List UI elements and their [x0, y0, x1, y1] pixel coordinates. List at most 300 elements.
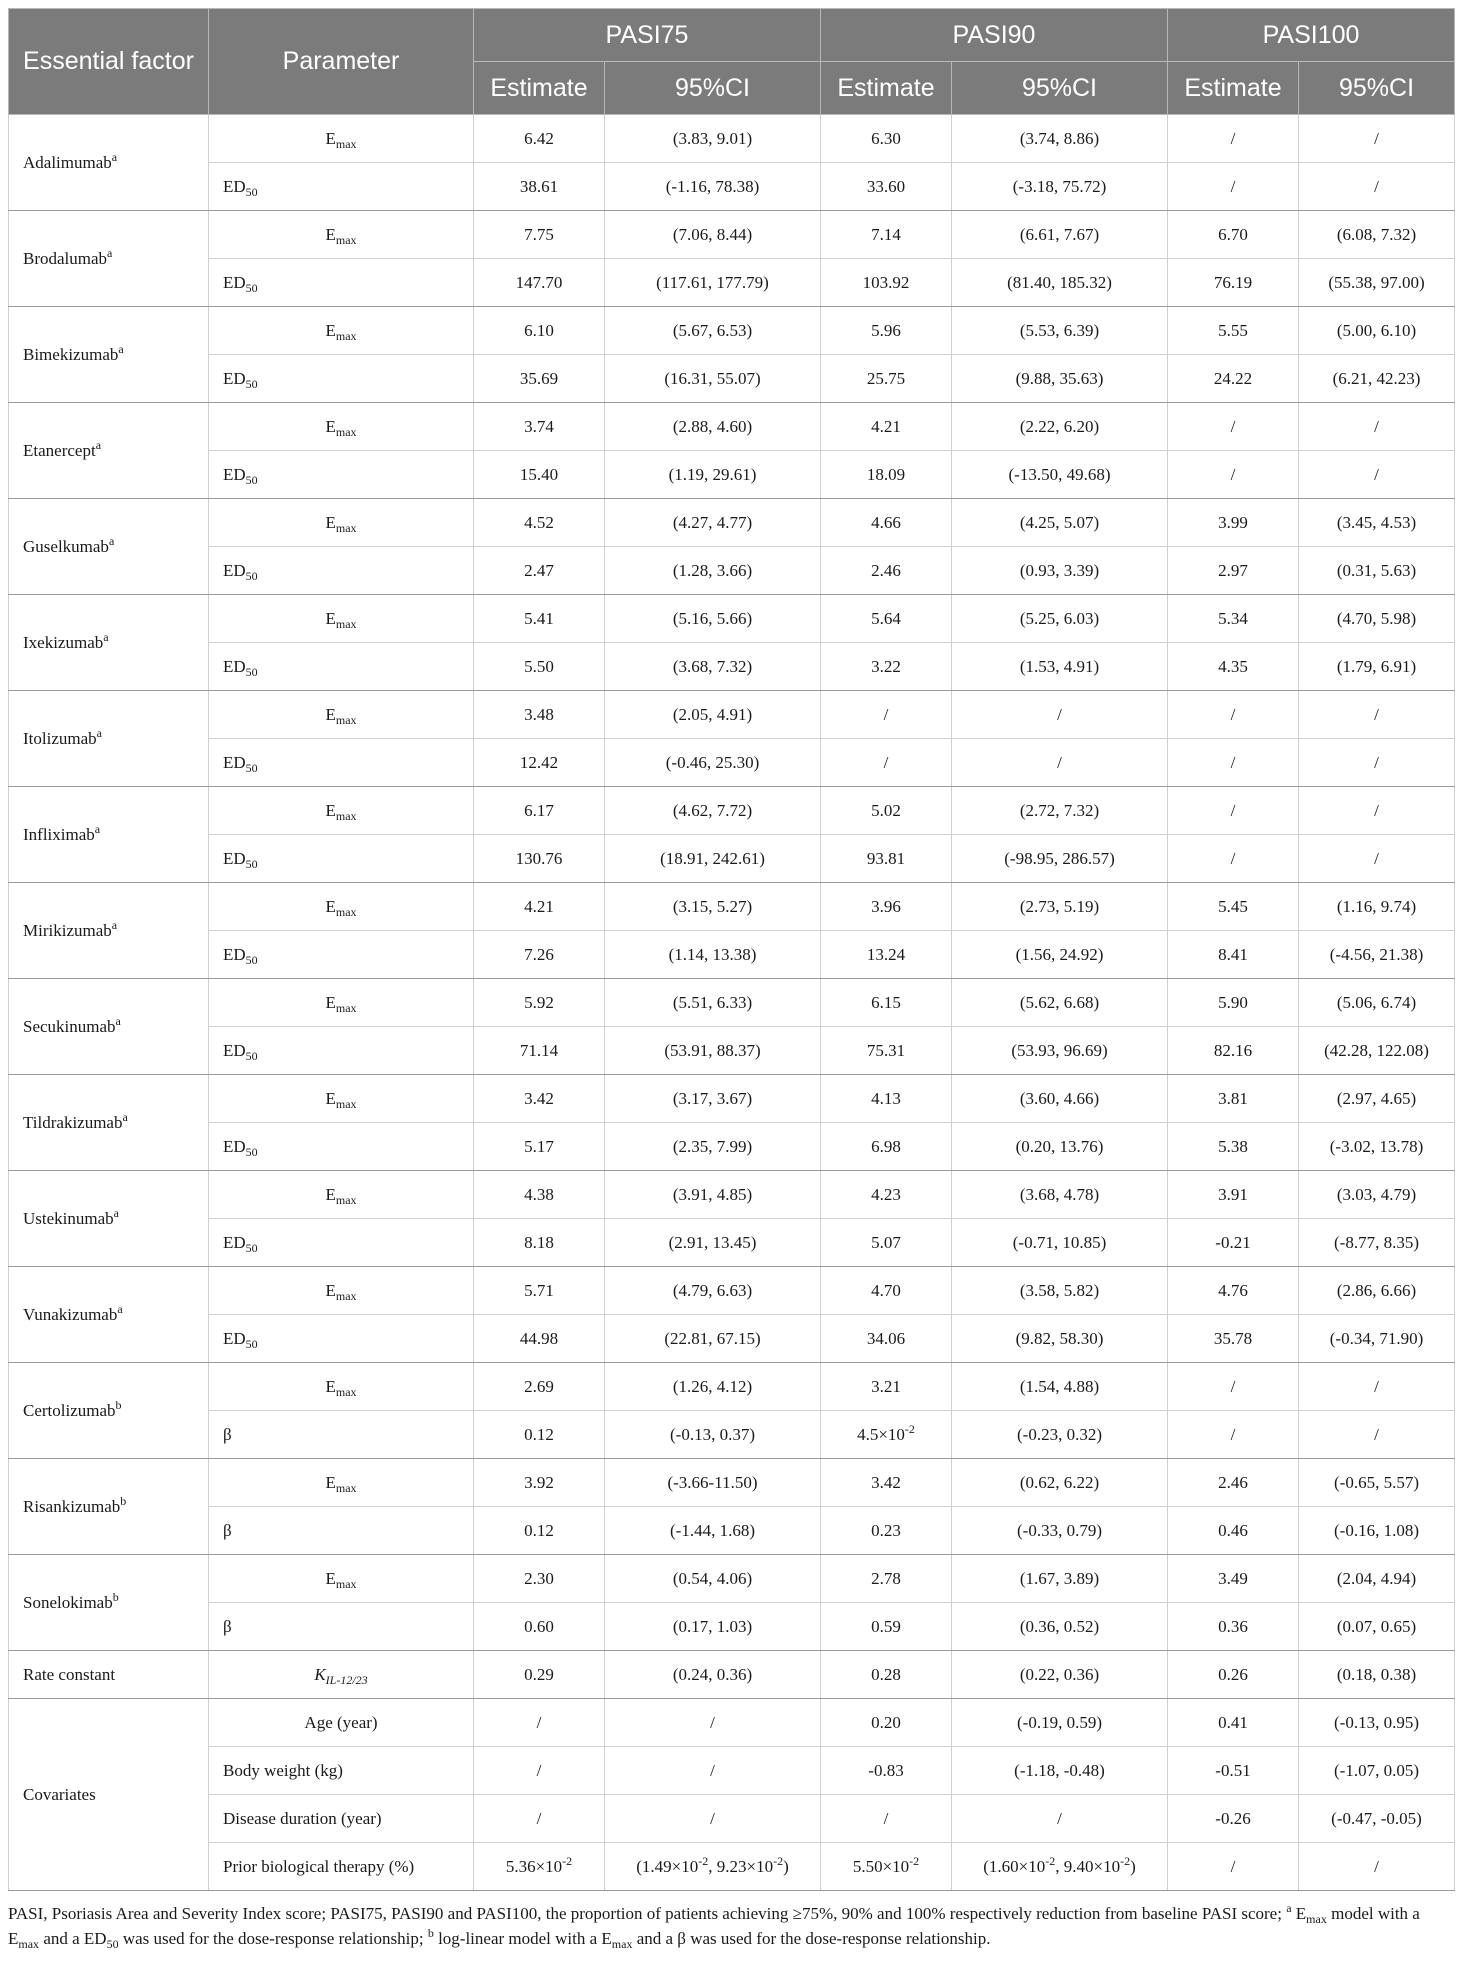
value-cell: (3.17, 3.67) — [605, 1075, 821, 1123]
value-cell: -0.51 — [1168, 1747, 1299, 1795]
value-cell: / — [1168, 787, 1299, 835]
value-cell: (2.73, 5.19) — [952, 883, 1168, 931]
parameter-cell: $E_{max}$ — [209, 1075, 474, 1123]
value-cell: (4.70, 5.98) — [1299, 595, 1455, 643]
value-cell: (0.18, 0.38) — [1299, 1651, 1455, 1699]
value-cell: 147.70 — [474, 259, 605, 307]
value-cell: 76.19 — [1168, 259, 1299, 307]
value-cell: (0.24, 0.36) — [605, 1651, 821, 1699]
value-cell: / — [1299, 1363, 1455, 1411]
value-cell: (-3.18, 75.72) — [952, 163, 1168, 211]
parameter-cell: $E_{max}$ — [209, 307, 474, 355]
value-cell: (42.28, 122.08) — [1299, 1027, 1455, 1075]
value-cell: / — [821, 739, 952, 787]
table-row — [9, 499, 1455, 547]
table-row — [9, 1507, 1455, 1555]
table-row — [9, 1411, 1455, 1459]
value-cell: 5.02 — [821, 787, 952, 835]
table-row — [9, 163, 1455, 211]
value-cell: 5.41 — [474, 595, 605, 643]
table-row — [9, 595, 1455, 643]
parameter-cell: $E_{max}$ — [209, 787, 474, 835]
value-cell: (3.15, 5.27) — [605, 883, 821, 931]
parameter-cell: $ED_{50}$ — [209, 259, 474, 307]
parameter-cell: $ED_{50}$ — [209, 451, 474, 499]
parameter-cell: Disease duration (year) — [209, 1795, 474, 1843]
value-cell: (117.61, 177.79) — [605, 259, 821, 307]
value-cell: (22.81, 67.15) — [605, 1315, 821, 1363]
header-estimate: Estimate — [821, 62, 952, 115]
value-cell: 75.31 — [821, 1027, 952, 1075]
table-row — [9, 115, 1455, 163]
parameter-cell: β — [209, 1507, 474, 1555]
value-cell: 3.96 — [821, 883, 952, 931]
value-cell: (2.86, 6.66) — [1299, 1267, 1455, 1315]
value-cell: 6.15 — [821, 979, 952, 1027]
table-row — [9, 451, 1455, 499]
parameter-cell: $E_{max}$ — [209, 1171, 474, 1219]
table-row — [9, 1843, 1455, 1891]
value-cell: 3.49 — [1168, 1555, 1299, 1603]
value-cell: / — [1299, 835, 1455, 883]
value-cell: 5.90 — [1168, 979, 1299, 1027]
table-row — [9, 1123, 1455, 1171]
value-cell: 4.23 — [821, 1171, 952, 1219]
value-cell: (-3.02, 13.78) — [1299, 1123, 1455, 1171]
essential-factor-cell: Mirikizumab$^a$ — [9, 883, 209, 979]
value-cell: (-0.47, -0.05) — [1299, 1795, 1455, 1843]
value-cell: (2.05, 4.91) — [605, 691, 821, 739]
value-cell: (5.67, 6.53) — [605, 307, 821, 355]
parameter-cell: $ED_{50}$ — [209, 1219, 474, 1267]
value-cell: 0.28 — [821, 1651, 952, 1699]
value-cell: (53.91, 88.37) — [605, 1027, 821, 1075]
table-row — [9, 931, 1455, 979]
value-cell: 2.97 — [1168, 547, 1299, 595]
value-cell: / — [1299, 787, 1455, 835]
value-cell: (0.93, 3.39) — [952, 547, 1168, 595]
table-row — [9, 211, 1455, 259]
value-cell: (-0.19, 0.59) — [952, 1699, 1168, 1747]
value-cell: (-1.07, 0.05) — [1299, 1747, 1455, 1795]
table-row — [9, 643, 1455, 691]
value-cell: / — [821, 1795, 952, 1843]
results-table — [8, 8, 1455, 1891]
parameter-cell: $E_{max}$ — [209, 691, 474, 739]
value-cell: $5.36\times 10^{-2}$ — [474, 1843, 605, 1891]
value-cell: 6.30 — [821, 115, 952, 163]
table-row — [9, 1795, 1455, 1843]
value-cell: 8.18 — [474, 1219, 605, 1267]
value-cell: (3.45, 4.53) — [1299, 499, 1455, 547]
value-cell: (2.97, 4.65) — [1299, 1075, 1455, 1123]
value-cell: (1.53, 4.91) — [952, 643, 1168, 691]
value-cell: 3.81 — [1168, 1075, 1299, 1123]
value-cell: 12.42 — [474, 739, 605, 787]
value-cell: (5.62, 6.68) — [952, 979, 1168, 1027]
header-ci: 95%CI — [1299, 62, 1455, 115]
table-row — [9, 1699, 1455, 1747]
parameter-cell: $K_{IL-12/23}$ — [209, 1651, 474, 1699]
value-cell: 5.38 — [1168, 1123, 1299, 1171]
value-cell: -0.26 — [1168, 1795, 1299, 1843]
value-cell: 6.98 — [821, 1123, 952, 1171]
value-cell: (0.54, 4.06) — [605, 1555, 821, 1603]
value-cell: (-0.13, 0.37) — [605, 1411, 821, 1459]
table-row — [9, 739, 1455, 787]
table-row — [9, 1315, 1455, 1363]
value-cell: / — [952, 1795, 1168, 1843]
header-pasi75: PASI75 — [474, 9, 821, 62]
value-cell: 4.35 — [1168, 643, 1299, 691]
essential-factor-cell: Tildrakizumab$^a$ — [9, 1075, 209, 1171]
value-cell: / — [1168, 691, 1299, 739]
parameter-cell: $E_{max}$ — [209, 499, 474, 547]
essential-factor-cell: Ixekizumab$^a$ — [9, 595, 209, 691]
value-cell: 34.06 — [821, 1315, 952, 1363]
table-row — [9, 1075, 1455, 1123]
header-pasi90: PASI90 — [821, 9, 1168, 62]
value-cell: / — [1168, 115, 1299, 163]
value-cell: (0.31, 5.63) — [1299, 547, 1455, 595]
value-cell: (-0.34, 71.90) — [1299, 1315, 1455, 1363]
value-cell: 15.40 — [474, 451, 605, 499]
value-cell: (0.17, 1.03) — [605, 1603, 821, 1651]
value-cell: 3.74 — [474, 403, 605, 451]
value-cell: 5.34 — [1168, 595, 1299, 643]
value-cell: 4.52 — [474, 499, 605, 547]
value-cell: 24.22 — [1168, 355, 1299, 403]
value-cell: 3.21 — [821, 1363, 952, 1411]
value-cell: $4.5\times 10^{-2}$ — [821, 1411, 952, 1459]
value-cell: (-0.13, 0.95) — [1299, 1699, 1455, 1747]
value-cell: 82.16 — [1168, 1027, 1299, 1075]
parameter-cell: Prior biological therapy (%) — [209, 1843, 474, 1891]
parameter-cell: $E_{max}$ — [209, 211, 474, 259]
value-cell: 2.47 — [474, 547, 605, 595]
essential-factor-cell: Sonelokimab$^b$ — [9, 1555, 209, 1651]
table-body — [9, 115, 1455, 1891]
value-cell: (-0.65, 5.57) — [1299, 1459, 1455, 1507]
value-cell: (-0.16, 1.08) — [1299, 1507, 1455, 1555]
value-cell: (-8.77, 8.35) — [1299, 1219, 1455, 1267]
value-cell: ($1.49\times 10^{-2}$, $9.23\times 10^{-2}$) — [605, 1843, 821, 1891]
value-cell: (7.06, 8.44) — [605, 211, 821, 259]
value-cell: 0.36 — [1168, 1603, 1299, 1651]
value-cell: / — [1299, 1843, 1455, 1891]
parameter-cell: $E_{max}$ — [209, 1267, 474, 1315]
table-row — [9, 1459, 1455, 1507]
table-row — [9, 1219, 1455, 1267]
value-cell: (0.36, 0.52) — [952, 1603, 1168, 1651]
header-ci: 95%CI — [952, 62, 1168, 115]
value-cell: 93.81 — [821, 835, 952, 883]
value-cell: (2.88, 4.60) — [605, 403, 821, 451]
value-cell: 4.70 — [821, 1267, 952, 1315]
value-cell: 5.64 — [821, 595, 952, 643]
value-cell: (0.20, 13.76) — [952, 1123, 1168, 1171]
value-cell: 71.14 — [474, 1027, 605, 1075]
value-cell: (2.72, 7.32) — [952, 787, 1168, 835]
value-cell: (5.53, 6.39) — [952, 307, 1168, 355]
value-cell: (1.16, 9.74) — [1299, 883, 1455, 931]
parameter-cell: $E_{max}$ — [209, 1555, 474, 1603]
essential-factor-cell: Risankizumab$^b$ — [9, 1459, 209, 1555]
value-cell: / — [1168, 1843, 1299, 1891]
table-footnote: PASI, Psoriasis Area and Severity Index score; PASI75, PASI90 and PASI100, the proportion of patients achieving ≥75%, 90% and 100% respectively reduction from baseline PASI score; $^a$ $E_{max}$ model with a $E_{max}$ and a $ED_{50}$ was used for the dose-response relationship; $^b$ log-linear model with a $E_{max}$ and a β was used for the dose-response relationship. — [8, 1901, 1420, 1951]
value-cell: (3.74, 8.86) — [952, 115, 1168, 163]
value-cell: (1.26, 4.12) — [605, 1363, 821, 1411]
value-cell: 0.12 — [474, 1411, 605, 1459]
value-cell: 5.55 — [1168, 307, 1299, 355]
value-cell: (-0.71, 10.85) — [952, 1219, 1168, 1267]
value-cell: / — [1168, 451, 1299, 499]
value-cell: 130.76 — [474, 835, 605, 883]
value-cell: 5.71 — [474, 1267, 605, 1315]
value-cell: 5.17 — [474, 1123, 605, 1171]
value-cell: 0.23 — [821, 1507, 952, 1555]
value-cell: / — [474, 1699, 605, 1747]
table-row — [9, 547, 1455, 595]
parameter-cell: $ED_{50}$ — [209, 835, 474, 883]
value-cell: (53.93, 96.69) — [952, 1027, 1168, 1075]
value-cell: 0.46 — [1168, 1507, 1299, 1555]
essential-factor-cell: Bimekizumab$^a$ — [9, 307, 209, 403]
value-cell: / — [474, 1747, 605, 1795]
value-cell: 7.14 — [821, 211, 952, 259]
table-row — [9, 883, 1455, 931]
value-cell: (-4.56, 21.38) — [1299, 931, 1455, 979]
table-row — [9, 403, 1455, 451]
value-cell: 7.75 — [474, 211, 605, 259]
value-cell: (-98.95, 286.57) — [952, 835, 1168, 883]
value-cell: 35.78 — [1168, 1315, 1299, 1363]
header-parameter: Parameter — [209, 9, 474, 115]
value-cell: (81.40, 185.32) — [952, 259, 1168, 307]
table-row — [9, 1267, 1455, 1315]
value-cell: 3.48 — [474, 691, 605, 739]
value-cell: 5.45 — [1168, 883, 1299, 931]
value-cell: (1.28, 3.66) — [605, 547, 821, 595]
table-row — [9, 1027, 1455, 1075]
value-cell: / — [474, 1795, 605, 1843]
value-cell: 5.50 — [474, 643, 605, 691]
value-cell: (-1.44, 1.68) — [605, 1507, 821, 1555]
value-cell: 7.26 — [474, 931, 605, 979]
value-cell: 3.42 — [474, 1075, 605, 1123]
table-row — [9, 355, 1455, 403]
table-row — [9, 1363, 1455, 1411]
header-ci: 95%CI — [605, 62, 821, 115]
value-cell: (4.79, 6.63) — [605, 1267, 821, 1315]
value-cell: (2.22, 6.20) — [952, 403, 1168, 451]
value-cell: / — [952, 691, 1168, 739]
value-cell: 2.30 — [474, 1555, 605, 1603]
value-cell: (1.54, 4.88) — [952, 1363, 1168, 1411]
parameter-cell: $E_{max}$ — [209, 1363, 474, 1411]
value-cell: 6.17 — [474, 787, 605, 835]
essential-factor-cell: Secukinumab$^a$ — [9, 979, 209, 1075]
value-cell: 3.42 — [821, 1459, 952, 1507]
value-cell: 6.42 — [474, 115, 605, 163]
value-cell: (3.83, 9.01) — [605, 115, 821, 163]
value-cell: (16.31, 55.07) — [605, 355, 821, 403]
value-cell: (3.03, 4.79) — [1299, 1171, 1455, 1219]
value-cell: 0.26 — [1168, 1651, 1299, 1699]
value-cell: / — [1168, 1363, 1299, 1411]
value-cell: 2.46 — [1168, 1459, 1299, 1507]
value-cell: (0.22, 0.36) — [952, 1651, 1168, 1699]
value-cell: 3.99 — [1168, 499, 1299, 547]
value-cell: 4.38 — [474, 1171, 605, 1219]
value-cell: (0.07, 0.65) — [1299, 1603, 1455, 1651]
parameter-cell: $ED_{50}$ — [209, 1315, 474, 1363]
value-cell: (4.25, 5.07) — [952, 499, 1168, 547]
value-cell: (-1.18, -0.48) — [952, 1747, 1168, 1795]
value-cell: (1.14, 13.38) — [605, 931, 821, 979]
value-cell: / — [1299, 451, 1455, 499]
value-cell: (-0.23, 0.32) — [952, 1411, 1168, 1459]
value-cell: / — [1168, 163, 1299, 211]
value-cell: (-13.50, 49.68) — [952, 451, 1168, 499]
table-row — [9, 1651, 1455, 1699]
value-cell: (1.56, 24.92) — [952, 931, 1168, 979]
value-cell: / — [1299, 691, 1455, 739]
essential-factor-cell: Ustekinumab$^a$ — [9, 1171, 209, 1267]
value-cell: (55.38, 97.00) — [1299, 259, 1455, 307]
value-cell: 5.07 — [821, 1219, 952, 1267]
value-cell: $5.50\times 10^{-2}$ — [821, 1843, 952, 1891]
table-container — [8, 8, 1454, 1951]
value-cell: -0.83 — [821, 1747, 952, 1795]
parameter-cell: $E_{max}$ — [209, 979, 474, 1027]
value-cell: / — [1299, 163, 1455, 211]
value-cell: / — [952, 739, 1168, 787]
value-cell: 4.21 — [821, 403, 952, 451]
parameter-cell: β — [209, 1603, 474, 1651]
value-cell: / — [605, 1699, 821, 1747]
parameter-cell: $ED_{50}$ — [209, 1027, 474, 1075]
value-cell: (2.91, 13.45) — [605, 1219, 821, 1267]
value-cell: (4.27, 4.77) — [605, 499, 821, 547]
value-cell: (18.91, 242.61) — [605, 835, 821, 883]
essential-factor-cell: Certolizumab$^b$ — [9, 1363, 209, 1459]
parameter-cell: Body weight (kg) — [209, 1747, 474, 1795]
value-cell: (5.51, 6.33) — [605, 979, 821, 1027]
value-cell: 6.10 — [474, 307, 605, 355]
value-cell: 13.24 — [821, 931, 952, 979]
value-cell: / — [605, 1747, 821, 1795]
essential-factor-cell: Covariates — [9, 1699, 209, 1891]
value-cell: 2.78 — [821, 1555, 952, 1603]
value-cell: 44.98 — [474, 1315, 605, 1363]
value-cell: (5.06, 6.74) — [1299, 979, 1455, 1027]
value-cell: (3.58, 5.82) — [952, 1267, 1168, 1315]
header-essential-factor: Essential factor — [9, 9, 209, 115]
header-pasi100: PASI100 — [1168, 9, 1455, 62]
value-cell: 25.75 — [821, 355, 952, 403]
table-row — [9, 979, 1455, 1027]
table-row — [9, 1171, 1455, 1219]
value-cell: 4.76 — [1168, 1267, 1299, 1315]
essential-factor-cell: Etanercept$^a$ — [9, 403, 209, 499]
value-cell: 18.09 — [821, 451, 952, 499]
value-cell: (5.16, 5.66) — [605, 595, 821, 643]
value-cell: (6.08, 7.32) — [1299, 211, 1455, 259]
table-row — [9, 1603, 1455, 1651]
value-cell: (-0.46, 25.30) — [605, 739, 821, 787]
value-cell: (5.00, 6.10) — [1299, 307, 1455, 355]
value-cell: (6.21, 42.23) — [1299, 355, 1455, 403]
essential-factor-cell: Rate constant — [9, 1651, 209, 1699]
value-cell: -0.21 — [1168, 1219, 1299, 1267]
value-cell: (9.88, 35.63) — [952, 355, 1168, 403]
value-cell: (5.25, 6.03) — [952, 595, 1168, 643]
value-cell: 0.60 — [474, 1603, 605, 1651]
parameter-cell: β — [209, 1411, 474, 1459]
table-row — [9, 307, 1455, 355]
parameter-cell: $E_{max}$ — [209, 1459, 474, 1507]
header-estimate: Estimate — [1168, 62, 1299, 115]
value-cell: 2.46 — [821, 547, 952, 595]
value-cell: 0.29 — [474, 1651, 605, 1699]
parameter-cell: Age (year) — [209, 1699, 474, 1747]
value-cell: 0.20 — [821, 1699, 952, 1747]
essential-factor-cell: Adalimumab$^a$ — [9, 115, 209, 211]
value-cell: 0.41 — [1168, 1699, 1299, 1747]
parameter-cell: $ED_{50}$ — [209, 547, 474, 595]
value-cell: / — [605, 1795, 821, 1843]
value-cell: (-1.16, 78.38) — [605, 163, 821, 211]
value-cell: 5.92 — [474, 979, 605, 1027]
value-cell: (3.60, 4.66) — [952, 1075, 1168, 1123]
value-cell: (1.79, 6.91) — [1299, 643, 1455, 691]
value-cell: 6.70 — [1168, 211, 1299, 259]
header-estimate: Estimate — [474, 62, 605, 115]
value-cell: / — [1168, 403, 1299, 451]
value-cell: / — [1299, 403, 1455, 451]
parameter-cell: $ED_{50}$ — [209, 739, 474, 787]
value-cell: (-0.33, 0.79) — [952, 1507, 1168, 1555]
value-cell: 35.69 — [474, 355, 605, 403]
value-cell: (6.61, 7.67) — [952, 211, 1168, 259]
parameter-cell: $ED_{50}$ — [209, 163, 474, 211]
value-cell: 0.59 — [821, 1603, 952, 1651]
essential-factor-cell: Guselkumab$^a$ — [9, 499, 209, 595]
value-cell: 3.22 — [821, 643, 952, 691]
value-cell: (2.35, 7.99) — [605, 1123, 821, 1171]
parameter-cell: $ED_{50}$ — [209, 931, 474, 979]
table-row — [9, 1747, 1455, 1795]
essential-factor-cell: Itolizumab$^a$ — [9, 691, 209, 787]
parameter-cell: $ED_{50}$ — [209, 355, 474, 403]
value-cell: / — [1299, 115, 1455, 163]
value-cell: 5.96 — [821, 307, 952, 355]
parameter-cell: $ED_{50}$ — [209, 643, 474, 691]
table-row — [9, 787, 1455, 835]
parameter-cell: $ED_{50}$ — [209, 1123, 474, 1171]
value-cell: 33.60 — [821, 163, 952, 211]
value-cell: / — [1168, 1411, 1299, 1459]
value-cell: 38.61 — [474, 163, 605, 211]
table-row — [9, 691, 1455, 739]
value-cell: (3.68, 4.78) — [952, 1171, 1168, 1219]
parameter-cell: $E_{max}$ — [209, 595, 474, 643]
table-row — [9, 835, 1455, 883]
value-cell: (1.19, 29.61) — [605, 451, 821, 499]
value-cell: (9.82, 58.30) — [952, 1315, 1168, 1363]
value-cell: / — [1168, 739, 1299, 787]
